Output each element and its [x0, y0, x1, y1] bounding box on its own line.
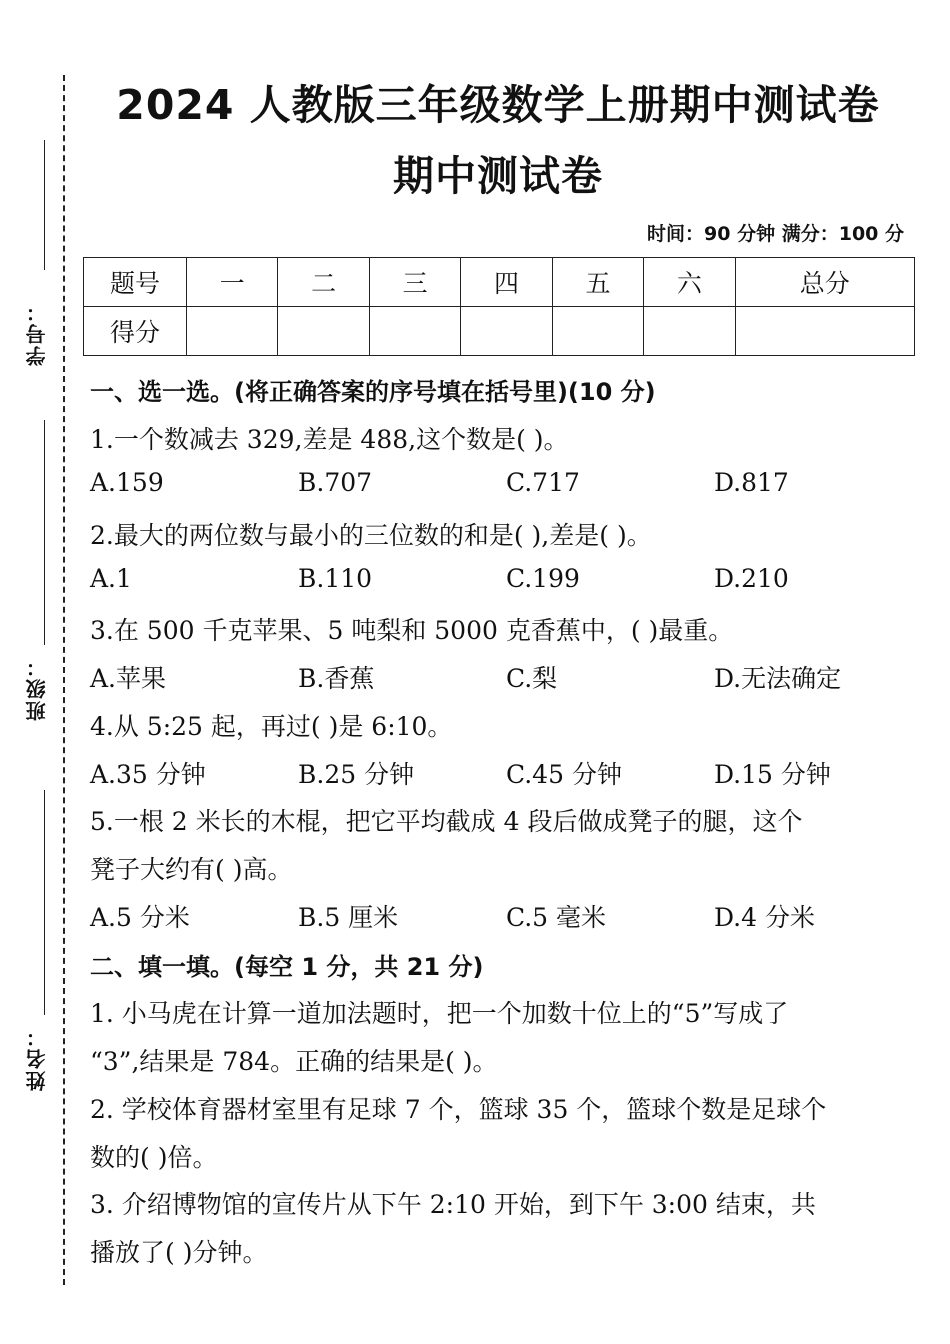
class-blank[interactable] — [44, 420, 45, 645]
score-input-cell[interactable] — [644, 307, 735, 356]
table-cell: 一 — [187, 258, 278, 307]
option-c[interactable]: C.梨 — [506, 664, 558, 693]
option-b[interactable]: B.25 分钟 — [298, 760, 415, 789]
question-2-2-cont: 数的( )倍。 — [90, 1143, 218, 1172]
question-1-2: 2.最大的两位数与最小的三位数的和是( ),差是( )。 — [90, 521, 652, 550]
option-c[interactable]: C.199 — [506, 564, 580, 593]
score-table-score-row — [84, 307, 915, 356]
table-cell: 六 — [644, 258, 735, 307]
option-a[interactable]: A.159 — [90, 468, 164, 497]
option-d[interactable]: D.817 — [714, 468, 789, 497]
student-id-label: 学号： — [25, 300, 49, 366]
section2-heading: 二、填一填。(每空 1 分，共 21 分) — [90, 953, 484, 981]
binding-dashed-line — [63, 75, 65, 1285]
question-2-1: 1. 小马虎在计算一道加法题时，把一个加数十位上的“5”写成了 — [90, 999, 789, 1028]
class-label: 班级： — [25, 655, 49, 721]
option-a[interactable]: A.苹果 — [90, 664, 167, 693]
question-1-5: 5.一根 2 米长的木棍，把它平均截成 4 段后做成凳子的腿，这个 — [90, 807, 803, 836]
question-2-1-cont: “3”,结果是 784。正确的结果是( )。 — [90, 1047, 498, 1076]
table-cell: 得分 — [84, 307, 187, 356]
option-d[interactable]: D.4 分米 — [714, 903, 815, 932]
page-subtitle: 期中测试卷 — [393, 152, 603, 200]
score-input-cell[interactable] — [461, 307, 552, 356]
name-blank[interactable] — [44, 790, 45, 1015]
question-2-3-cont: 播放了( )分钟。 — [90, 1238, 268, 1267]
question-1-4: 4.从 5:25 起，再过( )是 6:10。 — [90, 712, 453, 741]
option-c[interactable]: C.45 分钟 — [506, 760, 622, 789]
option-c[interactable]: C.5 毫米 — [506, 903, 607, 932]
page-title: 2024 人教版三年级数学上册期中测试卷 — [116, 81, 880, 129]
question-2-2: 2. 学校体育器材室里有足球 7 个，篮球 35 个，篮球个数是足球个 — [90, 1095, 827, 1124]
option-a[interactable]: A.1 — [90, 564, 132, 593]
score-input-cell[interactable] — [552, 307, 643, 356]
table-cell: 题号 — [84, 258, 187, 307]
score-input-cell[interactable] — [187, 307, 278, 356]
table-cell: 五 — [552, 258, 643, 307]
score-table — [83, 257, 915, 356]
name-label: 姓名： — [25, 1025, 49, 1091]
option-b[interactable]: B.5 厘米 — [298, 903, 399, 932]
section1-heading: 一、选一选。(将正确答案的序号填在括号里)(10 分) — [90, 378, 656, 406]
option-b[interactable]: B.110 — [298, 564, 373, 593]
score-input-cell[interactable] — [278, 307, 369, 356]
table-cell: 二 — [278, 258, 369, 307]
time-info: 时间：90 分钟 满分：100 分 — [647, 223, 904, 245]
score-input-cell[interactable] — [735, 307, 914, 356]
option-c[interactable]: C.717 — [506, 468, 580, 497]
question-1-5-cont: 凳子大约有( )高。 — [90, 855, 293, 884]
table-cell: 总分 — [735, 258, 914, 307]
option-d[interactable]: D.无法确定 — [714, 664, 842, 693]
option-d[interactable]: D.210 — [714, 564, 789, 593]
option-a[interactable]: A.5 分米 — [90, 903, 190, 932]
question-1-1: 1.一个数减去 329,差是 488,这个数是( )。 — [90, 425, 569, 454]
option-b[interactable]: B.香蕉 — [298, 664, 375, 693]
table-cell: 三 — [369, 258, 460, 307]
score-input-cell[interactable] — [369, 307, 460, 356]
option-a[interactable]: A.35 分钟 — [90, 760, 206, 789]
question-1-3: 3.在 500 千克苹果、5 吨梨和 5000 克香蕉中，( )最重。 — [90, 616, 734, 645]
option-b[interactable]: B.707 — [298, 468, 373, 497]
table-cell: 四 — [461, 258, 552, 307]
score-table-header-row — [84, 258, 915, 307]
question-2-3: 3. 介绍博物馆的宣传片从下午 2:10 开始，到下午 3:00 结束，共 — [90, 1190, 816, 1219]
option-d[interactable]: D.15 分钟 — [714, 760, 831, 789]
